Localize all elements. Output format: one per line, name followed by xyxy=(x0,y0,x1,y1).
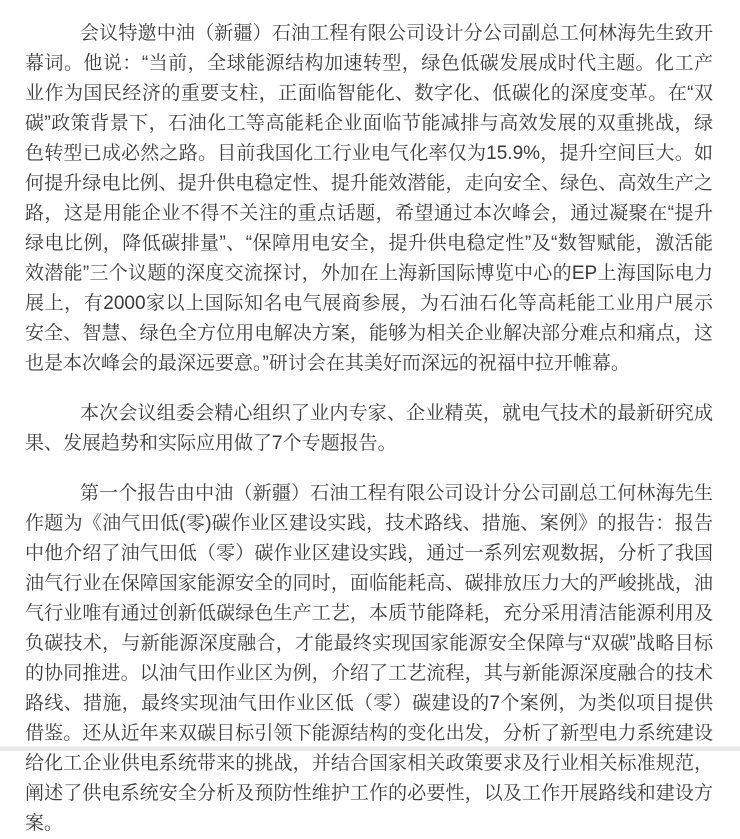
paragraph-committee-reports-intro: 本次会议组委会精心组织了业内专家、企业精英，就电气技术的最新研究成果、发展趋势和实际应用做了7个专题报告。 xyxy=(25,403,713,454)
paragraph-opening-speech: 会议特邀中油（新疆）石油工程有限公司设计分公司副总工何林海先生致开幕词。他说：“当前，全球能源结构加速转型，绿色低碳发展成时代主题。化工产业作为国民经济的重要支柱，正面临智能化、数字化、低碳化的深度变革。在“双碳”政策背景下，石油化工等高能耗企业面临节能减排与高效发展的双重挑战，绿色转型已成必然之路。目前我国化工行业电气化率仅为15.9%，提升空间巨大。如何提升绿电比例、提升供电稳定性、提升能效潜能，走向安全、绿色、高效生产之路，这是用能企业不得不关注的重点话题，希望通过本次峰会，通过凝聚在“提升绿电比例，降低碳排量”、“保障用电安全，提升供电稳定性”及“数智赋能，激活能效潜能”三个议题的深度交流探讨，外加在上海新国际博览中心的EP上海国际电力展上，有2000家以上国际知名电气展商参展，为石油石化等高耗能工业用户展示安全、智慧、绿色全方位用电解决方案，能够为相关企业解决部分难点和痛点，这也是本次峰会的最深远要意。”研讨会在其美好而深远的祝福中拉开帷幕。 xyxy=(25,23,713,374)
paragraph-first-report-summary: 第一个报告由中油（新疆）石油工程有限公司设计分公司副总工何林海先生作题为《油气田低(零)碳作业区建设实践，技术路线、措施、案例》的报告：报告中他介绍了油气田低（零）碳作业区建设实践，通过一系列宏观数据，分析了我国油气行业在保障国家能源安全的同时，面临能耗高、碳排放压力大的严峻挑战，油气行业唯有通过创新低碳绿色生产工艺，本质节能降耗，充分采用清洁能源利用及负碳技术，与新能源深度融合，才能最终实现国家能源安全保障与“双碳”战略目标的协同推进。以油气田作业区为例，介绍了工艺流程，其与新能源深度融合的技术路线、措施，最终实现油气田作业区低（零）碳建设的7个案例，为类似项目提供借鉴。还从近年来双碳目标引领下能源结构的变化出发，分析了新型电力系统建设给化工企业供电系统带来的挑战，并结合国家相关政策要求及行业相关标准规范，阐述了供电系统安全分析及预防性维护工作的必要性，以及工作开展路线和建设方案。 xyxy=(25,483,713,834)
next-section-divider xyxy=(0,746,740,751)
